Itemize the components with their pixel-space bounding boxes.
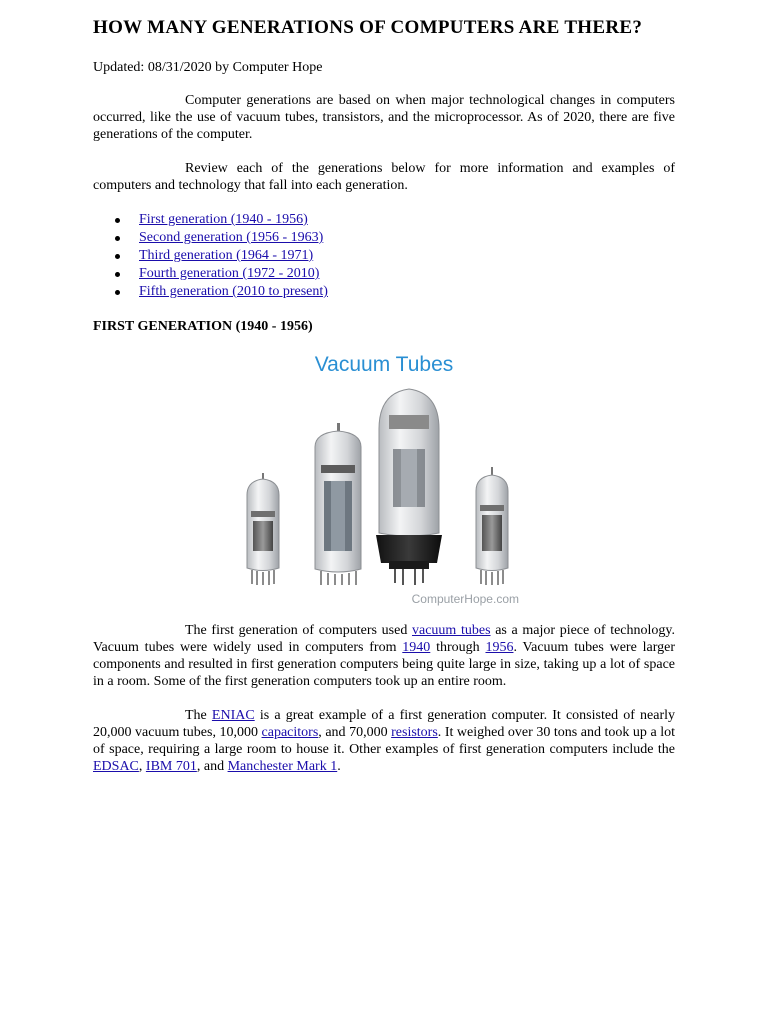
generations-list: [93, 211, 675, 301]
vacuum-tubes-image: [239, 385, 529, 585]
link-1956[interactable]: 1956: [485, 640, 514, 655]
link-edsac[interactable]: EDSAC: [93, 759, 139, 774]
link-third-generation[interactable]: Third generation (1964 - 1971): [139, 248, 314, 263]
link-second-generation[interactable]: Second generation (1956 - 1963): [139, 230, 324, 245]
text-run: . It weighed over 30 tons and took up a lot of space, requiring a large room to house it. Other examples of first generation computers include the: [93, 725, 675, 757]
text-run: The first generation of computers used: [185, 623, 412, 638]
tube-3: [376, 389, 442, 585]
list-item: [93, 211, 675, 229]
page-title: HOW MANY GENERATIONS OF COMPUTERS ARE THERE?: [93, 17, 643, 38]
link-1940[interactable]: 1940: [402, 640, 431, 655]
list-item: [93, 229, 675, 247]
text-run: , and 70,000: [318, 725, 392, 740]
list-item: [93, 265, 675, 283]
section-heading-first-generation: FIRST GENERATION (1940 - 1956): [93, 319, 313, 334]
text-run: , and: [196, 759, 228, 774]
text-run: The: [185, 708, 212, 723]
text-run: is a great example of a first generation computer. It consisted of nearly 20,000 vacuum tubes, 10,000: [93, 708, 676, 740]
text-run: . Vacuum tubes were larger components and resulted in first generation computers being quite large in size, taking up a lot of space in a room. Some of the first generation computers took up an entire room.: [93, 640, 675, 689]
first-generation-paragraph: [93, 622, 675, 690]
eniac-paragraph: [93, 707, 675, 775]
link-ibm-701[interactable]: IBM 701: [145, 759, 197, 774]
figure-title: Vacuum Tubes: [314, 353, 454, 376]
link-manchester-mark-1[interactable]: Manchester Mark 1: [227, 759, 338, 774]
figure-credit: ComputerHope.com: [411, 592, 519, 606]
text-run: as a major piece of technology. Vacuum tubes were widely used in computers from: [93, 623, 675, 655]
text-run: ,: [138, 759, 146, 774]
tube-4: [476, 467, 508, 585]
text-run: .: [337, 759, 341, 774]
list-item: [93, 283, 675, 301]
tube-2: [315, 423, 361, 585]
link-eniac[interactable]: ENIAC: [211, 708, 255, 723]
link-first-generation[interactable]: First generation (1940 - 1956): [139, 212, 308, 227]
tube-1: [247, 473, 279, 585]
text-run: through: [430, 640, 486, 655]
vacuum-tubes-figure: [239, 353, 529, 608]
link-fifth-generation[interactable]: Fifth generation (2010 to present): [139, 284, 328, 299]
link-resistors[interactable]: resistors: [391, 725, 438, 740]
link-vacuum-tubes[interactable]: vacuum tubes: [412, 623, 491, 638]
link-fourth-generation[interactable]: Fourth generation (1972 - 2010): [139, 266, 320, 281]
intro-paragraph: Computer generations are based on when major technological changes in computers occurred, like the use of vacuum tubes, transistors, and the microprocessor. As of 2020, there are five generations of the computer.: [93, 93, 675, 142]
byline: Updated: 08/31/2020 by Computer Hope: [93, 60, 323, 75]
list-item: [93, 247, 675, 265]
link-capacitors[interactable]: capacitors: [261, 725, 319, 740]
review-paragraph: Review each of the generations below for more information and examples of computers and technology that fall into each generation.: [93, 161, 675, 193]
article-body: [93, 0, 675, 775]
